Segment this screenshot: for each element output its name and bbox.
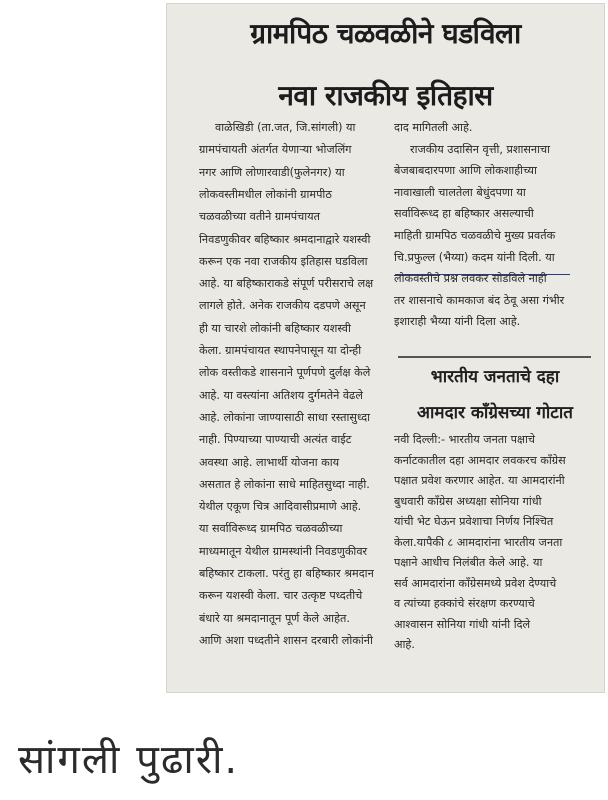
text-line: आणि अशा पध्दतीने शासन दरबारी लोकांनी	[199, 633, 373, 647]
text-line: नवी दिल्ली:- भारतीय जनता पक्षाचे	[394, 433, 535, 446]
text-line: माध्यमातून येथील ग्रामस्थांनी निवडणुकीवर	[199, 544, 368, 558]
text-line: लोकवस्तीमधील लोकांनी ग्रामपीठ	[199, 187, 332, 201]
text-line: कर्नाटकातील दहा आमदार लवकरच काँग्रेस	[394, 453, 566, 467]
newspaper-clipping	[167, 4, 604, 692]
text-line: निवडणुकीवर बहिष्कार श्रमदानाद्वारे यशस्वी	[199, 232, 371, 246]
text-line: यांची भेट घेऊन प्रवेशाचा निर्णय निश्चित	[394, 515, 554, 528]
text-line: करून एक नवा राजकीय इतिहास घडविला	[199, 254, 368, 268]
pen-underline-mark	[395, 274, 570, 275]
text-line: चळवळीच्या वतीने ग्रामपंचायत	[199, 210, 320, 224]
handwritten-source-note: सांगली पुढारी.	[18, 737, 240, 783]
text-line: आहे. लोकांना जाण्यासाठी साधा रस्तासुध्दा	[199, 410, 371, 424]
text-line: केला. ग्रामपंचायत स्थापनेपासून या दोन्ही	[199, 344, 362, 357]
subheadline-line-1: भारतीय जनताचे दहा	[430, 367, 560, 387]
text-line: सर्वाविरूध्द हा बहिष्कार असल्याची	[394, 207, 534, 221]
headline-line-1: ग्रामपिठ चळवळीने घडविला	[250, 17, 521, 50]
text-line: नावाखाली चालतेला बेधुंदपणा या	[394, 185, 526, 199]
text-line: बेजबाबदारपणा आणि लोकशाहीच्या	[394, 164, 537, 178]
text-line: चि.प्रफुल्ल (भैय्या) कदम यांनी दिली. या	[394, 250, 555, 264]
text-line: व त्यांच्या हक्कांचे संरक्षण करण्याचे	[394, 597, 535, 610]
text-line: ही या चारशे लोकांनी बहिष्कार यशस्वी	[199, 321, 351, 335]
subheadline-line-2: आमदार काँग्रेसच्या गोटात	[417, 403, 573, 423]
text-line: नाही. पिण्याच्या पाण्याची अत्यंत वाईट	[199, 433, 352, 447]
text-line: आहे. या वस्त्यांना अतिशय दुर्गमतेने वेढले	[199, 388, 363, 402]
text-line: बुधवारी काँग्रेस अध्यक्षा सोनिया गांधी	[394, 494, 542, 508]
text-line: इशाराही भैय्या यांनी दिला आहे.	[394, 315, 521, 329]
text-line: नगर आणि लोणारवाडी(फुलेनगर) या	[199, 165, 345, 179]
text-line: करून यशस्वी केला. चार उत्कृष्ट पध्दतीचे	[199, 589, 363, 603]
headline-line-2: नवा राजकीय इतिहास	[278, 79, 493, 112]
text-line: पक्षात प्रवेश करणार आहेत. या आमदारांनी	[394, 474, 565, 487]
text-line: माहिती ग्रामपिठ चळवळीचे मुख्य प्रवर्तक	[394, 229, 556, 242]
text-line: येथील एकूण चित्र आदिवासीप्रमाणे आहे.	[199, 500, 362, 514]
text-line: दाद मागितली आहे.	[394, 121, 473, 134]
text-line: पक्षाने आधीच निलंबीत केले आहे. या	[394, 556, 543, 569]
text-line: बहिष्कार टाकला. परंतु हा बहिष्कार श्रमदान	[199, 567, 374, 580]
text-line: असतात हे लोकांना साधे माहितसुध्दा नाही.	[199, 477, 370, 491]
section-divider	[398, 356, 591, 358]
text-line: तर शासनाचे कामकाज बंद ठेवू असा गंभीर	[394, 293, 565, 307]
text-line: सर्व आमदारांना काँग्रेसमध्ये प्रवेश देण्याचे	[394, 576, 557, 590]
text-line: लोक वस्तीकडे शासनाने पूर्णपणे दुर्लक्ष केले	[199, 366, 371, 380]
text-line: वाळेखिडी (ता.जत, जि.सांगली) या	[215, 121, 356, 134]
text-line: लागले होते. अनेक राजकीय दडपणे असून	[199, 299, 366, 313]
text-line: आहे.	[394, 638, 415, 651]
text-line: केला.यापैकी ८ आमदारांना भारतीय जनता	[394, 535, 563, 549]
text-line: अवस्था आहे. लाभार्थी योजना काय	[199, 455, 340, 469]
text-line: या सर्वाविरूध्द ग्रामपिठ चळवळीच्या	[199, 522, 343, 536]
text-line: बंधारे या श्रमदानातून पूर्ण केले आहेत.	[199, 611, 350, 625]
text-line: राजकीय उदासिन वृत्ती, प्रशासनाचा	[410, 142, 551, 156]
text-line: आहे. या बहिष्काराकडे संपूर्ण परीसराचे लक्ष	[199, 277, 374, 291]
text-line: आश्वासन सोनिया गांधी यांनी दिले	[394, 617, 531, 631]
text-line: लोकवस्तीचे प्रश्न लवकर सोडविले नाही	[394, 272, 547, 286]
text-line: ग्रामपंचायती अंतर्गत येणाऱ्या भोजलिंग	[199, 143, 352, 157]
